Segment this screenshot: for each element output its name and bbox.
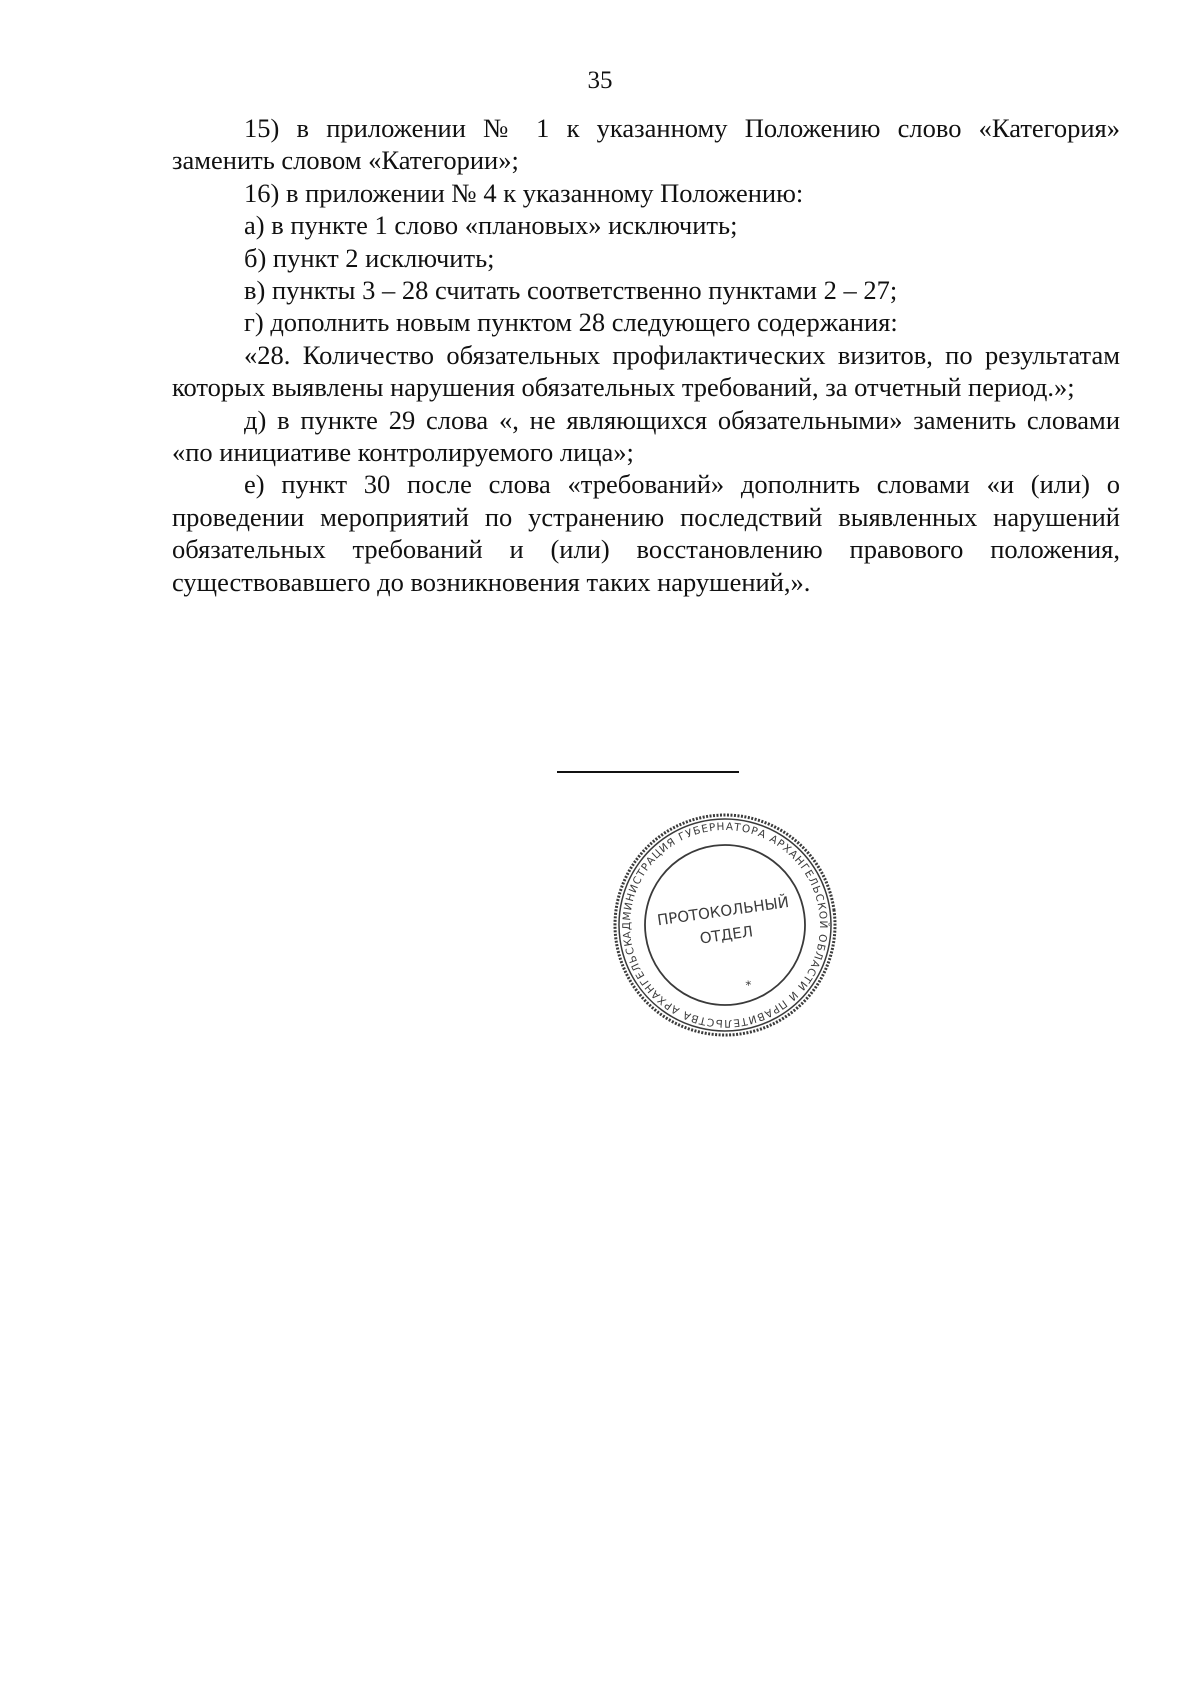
stamp-center-line-1: ПРОТОКОЛЬНЫЙ — [656, 892, 791, 930]
paragraph-subitem-d: д) в пункте 29 слова «, не являющихся обязательными» заменить словами «по инициативе контролируемого лица»; — [172, 404, 1120, 468]
paragraph-item-16: 16) в приложении № 4 к указанному Положению: — [244, 177, 804, 208]
end-divider-line — [557, 771, 739, 773]
paragraph-subitem-v: в) пункты 3 – 28 считать соответственно пунктами 2 – 27; — [244, 275, 898, 306]
paragraph-subitem-g: г) дополнить новым пунктом 28 следующего содержания: — [244, 307, 898, 338]
document-body — [172, 112, 1120, 598]
stamp-ring-text: АДМИНИСТРАЦИЯ ГУБЕРНАТОРА АРХАНГЕЛЬСКОЙ ОБЛАСТИ И ПРАВИТЕЛЬСТВА АРХАНГЕЛЬСКОЙ — [620, 820, 830, 1030]
paragraph-subitem-b: б) пункт 2 исключить; — [244, 242, 495, 273]
paragraph-item-15: 15) в приложении № 1 к указанному Положению слово «Категория» заменить словом «Категории»; — [172, 113, 1120, 176]
paragraph-subitem-a: а) в пункте 1 слово «плановых» исключить; — [244, 210, 738, 241]
protocol-department-stamp — [610, 810, 840, 1040]
paragraph-quoted-item-28: «28. Количество обязательных профилактических визитов, по результатам которых выявлены нарушения обязательных требований, за отчетный период.»; — [172, 339, 1120, 403]
stamp-center-line-2: ОТДЕЛ — [698, 922, 755, 948]
stamp-star-mark: * — [744, 977, 753, 993]
page-number: 35 — [587, 67, 613, 94]
paragraph-subitem-e: е) пункт 30 после слова «требований» дополнить словами «и (или) о проведении мероприятий по устранению последствий выявленных нарушений обязательных требований и (или) восстановлению правового положения, существовавшего до возникновения таких нарушений,». — [172, 469, 1120, 597]
